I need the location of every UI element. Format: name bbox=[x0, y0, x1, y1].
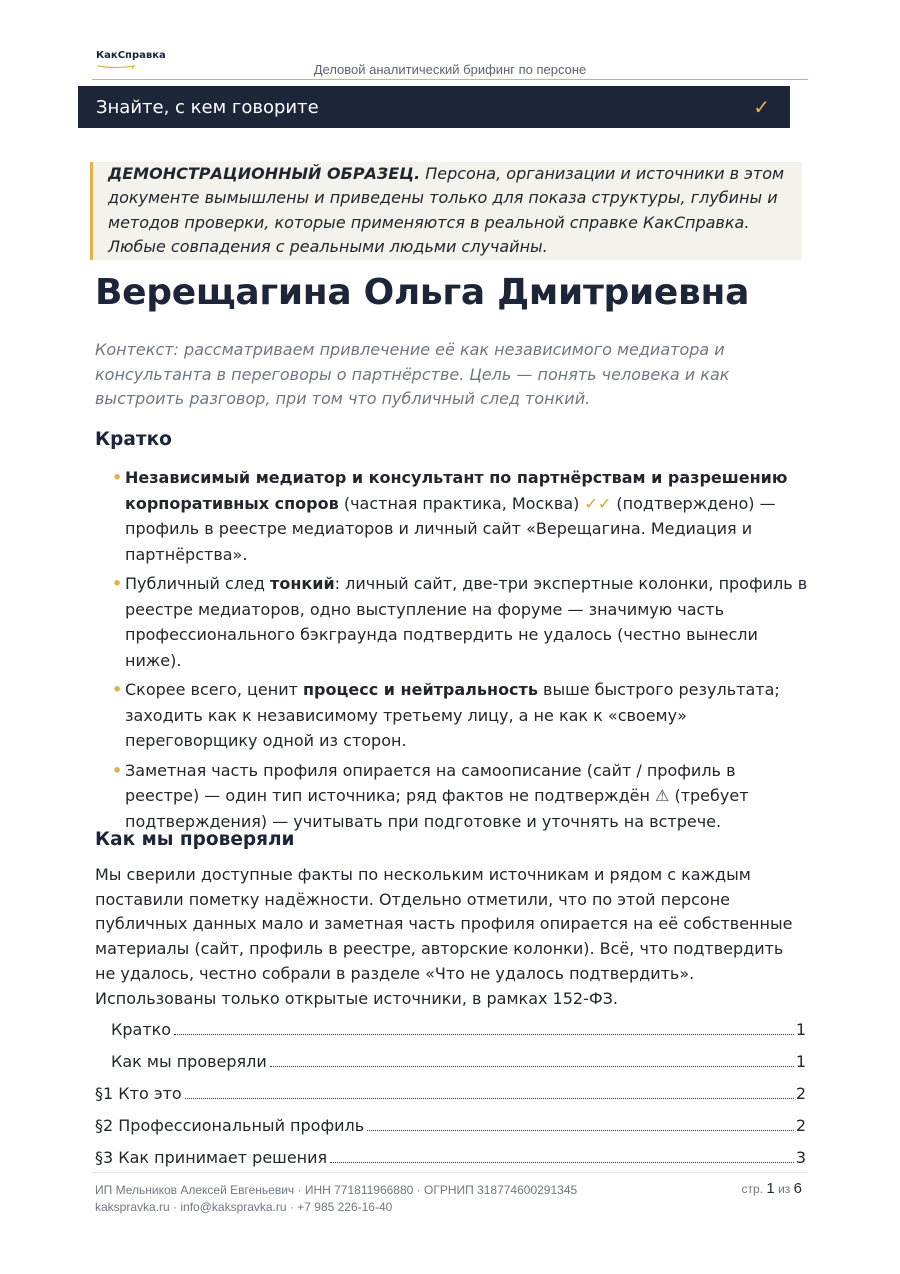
toc-page[interactable]: 3 bbox=[795, 1148, 806, 1167]
footer-divider bbox=[92, 1172, 808, 1173]
page-current: 1 bbox=[766, 1180, 775, 1197]
warning-icon: ⚠ bbox=[655, 786, 670, 805]
toc-leader bbox=[367, 1130, 794, 1131]
page-prefix: стр. bbox=[741, 1182, 764, 1196]
notice-text: Персона, организации и источники в этом документе вымышлены и приведены только для показа структуры, глубины и методов проверки, которые применяются в реальной справке КакСправка. Любые совпадения с реальными людьми случайны. bbox=[108, 164, 785, 257]
bullet-icon: • bbox=[112, 760, 123, 780]
page-counter bbox=[742, 1180, 802, 1197]
checkmark-icon: ✓ bbox=[753, 96, 770, 119]
bullet-icon: • bbox=[112, 468, 123, 487]
title-banner bbox=[78, 86, 790, 128]
list-item bbox=[112, 571, 812, 673]
bullet-text: Заметная часть профиля опирается на самоописание (сайт / профиль в реестре) — один тип источника; ряд фактов не подтверждён bbox=[125, 760, 736, 805]
bullet-text: Публичный след bbox=[125, 574, 271, 593]
bullet-bold: Независимый медиатор и консультант по партнёрствам и разрешению корпоративных споров bbox=[125, 468, 788, 513]
bullet-text: выше быстрого результата; заходить как к независимому третьему лицу, а не как к «своему» переговорщику одной из сторон. bbox=[125, 680, 780, 750]
bullet-text: (частная практика, Москва) bbox=[338, 493, 585, 513]
toc-label[interactable]: §3 Как принимает решения bbox=[95, 1148, 328, 1167]
bullet-text: : личный сайт, две-три экспертные колонки, профиль в реестре медиаторов, одно выступление на форуме — значимую часть профессионального бэкграунда подтвердить не удалось (честно вынесли ниже). bbox=[125, 574, 808, 670]
footer-legal: ИП Мельников Алексей Евгеньевич · ИНН 771811966880 · ОГРНИП 318774600291345 bbox=[95, 1183, 578, 1197]
bullet-icon: • bbox=[112, 680, 123, 699]
method-text: Мы сверили доступные факты по нескольким источникам и рядом с каждым поставили пометку надёжности. Отдельно отметили, что по этой персоне публичных данных мало и заметная часть профиля опирается на её собственные материалы (сайт, профиль в реестре, авторские колонки). Всё, что подтвердить не удалось, честно собрали в разделе «Что не удалось подтвердить». Использованы только открытые источники, в рамках 152-ФЗ. bbox=[95, 865, 793, 1008]
header-divider bbox=[92, 79, 808, 80]
toc-page[interactable]: 2 bbox=[795, 1116, 806, 1135]
toc-page[interactable]: 1 bbox=[795, 1020, 806, 1039]
toc-entry[interactable] bbox=[95, 1081, 806, 1113]
section-heading-method: Как мы проверяли bbox=[95, 829, 295, 850]
bullet-text: Скорее всего, ценит bbox=[125, 680, 303, 699]
context-text: Контекст: рассматриваем привлечение её как независимого медиатора и консультанта в переговоры о партнёрстве. Цель — понять человека и как выстроить разговор, при том что публичный след тонкий. bbox=[95, 340, 730, 408]
logo: КакСправка bbox=[96, 50, 166, 61]
brief-list bbox=[112, 465, 812, 838]
toc-page[interactable]: 1 bbox=[795, 1052, 806, 1071]
footer-contacts: kakspravka.ru · info@kakspravka.ru · +7 985 226-16-40 bbox=[95, 1200, 393, 1214]
bullet-icon: • bbox=[112, 574, 123, 593]
toc-leader bbox=[185, 1098, 794, 1099]
person-name: Верещагина Ольга Дмитриевна bbox=[95, 272, 750, 313]
toc-label[interactable]: Кратко bbox=[111, 1020, 172, 1039]
document-subtitle: Деловой аналитический брифинг по персоне bbox=[313, 62, 587, 77]
banner-title: Знайте, с кем говорите bbox=[96, 96, 319, 118]
footer-info bbox=[95, 1182, 577, 1216]
bullet-bold: процесс и нейтральность bbox=[303, 680, 538, 699]
toc-leader bbox=[174, 1034, 794, 1035]
toc-label[interactable]: §2 Профессиональный профиль bbox=[95, 1116, 365, 1135]
notice-bold: ДЕМОНСТРАЦИОННЫЙ ОБРАЗЕЦ. bbox=[108, 164, 421, 183]
toc-entry[interactable] bbox=[95, 1017, 806, 1049]
toc-label[interactable]: §1 Кто это bbox=[95, 1084, 182, 1103]
toc-leader bbox=[270, 1066, 794, 1067]
bullet-bold: тонкий bbox=[270, 574, 335, 593]
bullet-text: (подтверждено) — профиль в реестре медиаторов и личный сайт «Верещагина. Медиация и партнёрства». bbox=[125, 493, 776, 564]
section-heading-brief: Кратко bbox=[95, 429, 172, 450]
double-check-icon: ✓✓ bbox=[584, 493, 612, 513]
bullet-text: (требует подтверждения) — учитывать при подготовке и уточнять на встрече. bbox=[125, 786, 749, 831]
toc-entry[interactable] bbox=[95, 1113, 806, 1145]
table-of-contents bbox=[95, 1017, 806, 1177]
list-item bbox=[112, 677, 812, 754]
list-item bbox=[112, 758, 812, 835]
toc-label[interactable]: Как мы проверяли bbox=[111, 1052, 267, 1071]
toc-page[interactable]: 2 bbox=[795, 1084, 806, 1103]
list-item bbox=[112, 465, 812, 567]
page-sep: из bbox=[778, 1182, 791, 1196]
toc-leader bbox=[330, 1162, 794, 1163]
page-total: 6 bbox=[793, 1180, 802, 1197]
demo-notice bbox=[90, 162, 802, 260]
toc-entry[interactable] bbox=[95, 1049, 806, 1081]
